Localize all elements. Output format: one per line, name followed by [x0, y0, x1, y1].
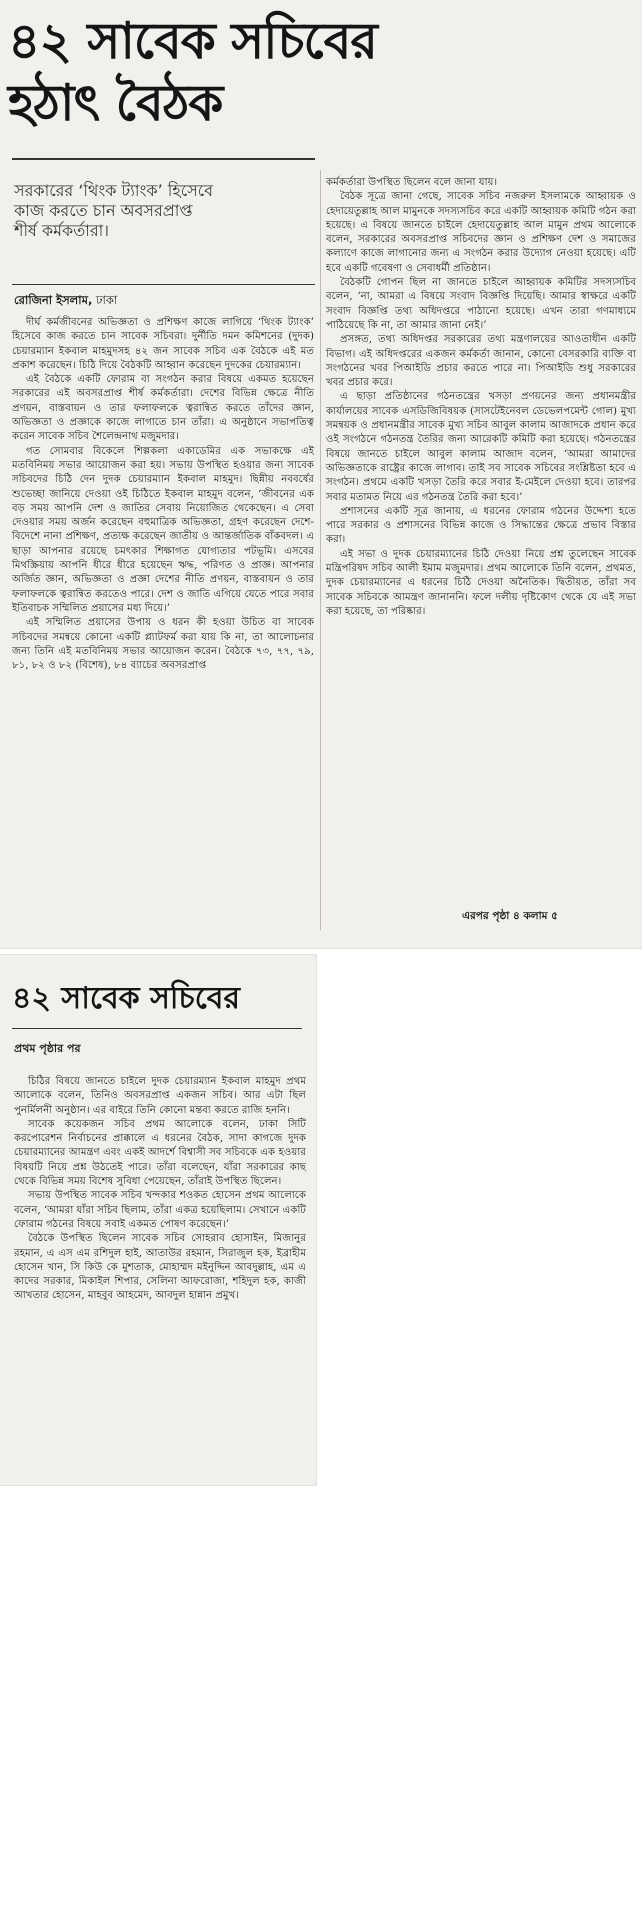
paragraph: বৈঠকে উপস্থিত ছিলেন সাবেক সচিব সোহরাব হোসাইন, মিজানুর রহমান, এ এস এম রশিদুল হাই, আতাউর রহমান, সিরাজুল হক, ইব্রাহীম হোসেন খান, সি কিউ কে মুশতাক, মোহাম্মদ মইনুদ্দিন আবদুল্লাহ, এম এ কাদের সরকার, মিকাইল শিপার, সেলিনা আফরোজা, শহিদুল হক, কাজী আখতার হোসেন, মাহবুব আহমেদ, আবদুল হান্নান প্রমুখ।: [14, 1233, 306, 1302]
subheadline: [14, 181, 294, 241]
paragraph: এই সভা ও দুদক চেয়ারম্যানের চিঠি দেওয়া নিয়ে প্রশ্ন তুলেছেন সাবেক মন্ত্রিপরিষদ সচিব আলী ইমাম মজুমদার। প্রথম আলোকে তিনি বলেন, প্রথমত, দুদক চেয়ারম্যানের এ ধরনের চিঠি দেওয়া অনৈতিক। দ্বিতীয়ত, তাঁরা সব সাবেক সচিবকে আমন্ত্রণ জানাননি। ফলে দলীয় দৃষ্টিকোণ থেকে যে এই সভা করা হয়েছে, তা পরিষ্কার।: [326, 548, 636, 617]
column-divider: [320, 170, 321, 930]
paragraph: প্রসঙ্গত, তথ্য অধিদপ্তর সরকারের তথ্য মন্ত্রণালয়ের আওতাধীন একটি বিভাগ। এই অধিদপ্তরের একজন কর্মকর্তা জানান, কোনো বেসরকারি ব্যক্তি বা সংগঠনের খবর পিআইডি প্রচার করতে পারে না। পিআইডি শুধু সরকারের খবর প্রচার করে।: [326, 334, 636, 389]
headline: [8, 10, 377, 134]
subhead-line-1: সরকারের ‘থিংক ট্যাংক’ হিসেবে: [14, 181, 214, 200]
paragraph: প্রশাসনের একটি সূত্র জানায়, এ ধরনের ফোরাম গঠনের উদ্দেশ্য হতে পারে সরকার ও প্রশাসনের বিভিন্ন কাজে ও সিদ্ধান্তের ক্ষেত্রে প্রভাব বিস্তার করা।: [326, 505, 636, 546]
paragraph: এই সম্মিলিত প্রয়াসের উপায় ও ধরন কী হওয়া উচিত বা সাবেক সচিবদের সমন্বয়ে কোনো একটি প্ল্যাটফর্ম করা যায় কি না, তা আলোচনার জন্য তিনি এই মতবিনিময় সভার আয়োজন করেন। বৈঠকে ৭৩, ৭৭, ৭৯, ৮১, ৮২ ও ৮২ (বিশেষ), ৮৪ ব্যাচের অবসরপ্রাপ্ত: [12, 617, 314, 672]
dateline: ঢাকা: [92, 293, 118, 307]
continuation-rule: [12, 1028, 302, 1029]
headline-line-2: হঠাৎ বৈঠক: [8, 74, 223, 132]
continued-from-label: প্রথম পৃষ্ঠার পর: [14, 1042, 81, 1055]
paragraph: চিঠির বিষয়ে জানতে চাইলে দুদক চেয়ারম্যান ইকবাল মাহমুদ প্রথম আলোকে বলেন, তিনিও অবসরপ্রাপ্ত একজন সচিব। আর এটা ছিল পুনর্মিলনী অনুষ্ঠান। এর বাইরে তিনি কোনো মন্তব্য করতে রাজি হননি।: [14, 1076, 306, 1116]
byline: [14, 292, 117, 311]
continuation-column: [14, 1075, 306, 1304]
byline-rule: [12, 284, 315, 285]
paragraph: দীর্ঘ কর্মজীবনের অভিজ্ঞতা ও প্রশিক্ষণ কাজে লাগিয়ে ‘থিংক ট্যাংক’ হিসেবে কাজ করতে চান সাবেক সচিবরা। দুর্নীতি দমন কমিশনের (দুদক) চেয়ারম্যান ইকবাল মাহমুদসহ ৪২ জন সাবেক সচিব এক বৈঠকে এই মত প্রকাশ করেছেন। চিঠি দিয়ে বৈঠকটি আহ্বান করেছেন দুদকের চেয়ারম্যান।: [12, 317, 314, 371]
paragraph: বৈঠকটি গোপন ছিল না জানতে চাইলে আহ্বায়ক কমিটির সদস্যসচিব বলেন, ‘না, আমরা এ বিষয়ে সংবাদ বিজ্ঞপ্তি দিয়েছি। আমার স্বাক্ষরে একটি সংবাদ বিজ্ঞপ্তি তথ্য অধিদপ্তরে পাঠানো হয়েছে। এখন তারা গণমাধ্যমে পাঠিয়েছে কি না, তা আমার জানা নেই।’: [326, 277, 636, 331]
paragraph: বৈঠক সূত্রে জানা গেছে, সাবেক সচিব নজরুল ইসলামকে আহ্বায়ক ও হেদায়েতুল্লাহ আল মামুনকে সদস্যসচিব করে একটি আহ্বায়ক কমিটি গঠন করা হয়েছে। এ বিষয়ে জানতে চাইলে হেদায়েতুল্লাহ আল মামুন প্রথম আলোকে বলেন, সরকারের অবসরপ্রাপ্ত সচিবদের জ্ঞান ও প্রশিক্ষণ দেশ ও সমাজের কল্যাণে কাজে লাগানোর জন্য এ সংগঠন করার উদ্যোগ নেওয়া হয়েছে। এটি হবে একটি গবেষণা ও সেবাধর্মী প্রতিষ্ঠান।: [326, 191, 636, 274]
article-column-2: [326, 176, 636, 619]
paragraph: এ ছাড়া প্রতিষ্ঠানের গঠনতন্ত্রের খসড়া প্রণয়নের জন্য প্রধানমন্ত্রীর কার্যালয়ের সাবেক এসডিজিবিষয়ক (সাসটেইনেবল ডেভেলপমেন্ট গোল) মুখ্য সমন্বয়ক ও প্রধানমন্ত্রীর সাবেক মুখ্য সচিব আবুল কালাম আজাদকে প্রধান করে ওই সংগঠনে গঠনতন্ত্র তৈরির জন্য আরেকটি কমিটি করা হয়েছে। গঠনতন্ত্রের বিষয়ে জানতে চাইলে আবুল কালাম আজাদ বলেন, ‘আমরা আমাদের অভিজ্ঞতাকে রাষ্ট্রের কাজে লাগাব। তাই সব সাবেক সচিবের সংশ্লিষ্টতা হবে এ সংগঠন। প্রথমে একটি খসড়া তৈরি করে সবার ই-মেইলে দেওয়া হবে। তারপর সবার মতামত নিয়ে এর গঠনতন্ত্র তৈরি করা হবে।’: [326, 391, 636, 503]
paragraph: কর্মকর্তারা উপস্থিত ছিলেন বলে জানা যায়।: [326, 177, 498, 188]
front-page-clipping: [0, 0, 642, 948]
jump-line: এরপর পৃষ্ঠা ৪ কলাম ৫: [462, 910, 558, 922]
reporter-name: রোজিনা ইসলাম,: [14, 293, 93, 307]
paragraph: এই বৈঠকে একটি ফোরাম বা সংগঠন করার বিষয়ে একমত হয়েছেন সরকারের এই অবসরপ্রাপ্ত শীর্ষ কর্মকর্তারা। দেশের বিভিন্ন ক্ষেত্রে নীতি প্রণয়ন, বাস্তবায়ন ও তার ফলাফলকে ত্বরান্বিত করতে তাঁদের জ্ঞান, অভিজ্ঞতা ও প্রজ্ঞাকে কাজে লাগাতে চান তাঁরা। এ অনুষ্ঠানে সভাপতিত্ব করেন সাবেক সচিব শৈলেন্দ্রনাথ মজুমদার।: [12, 374, 314, 443]
article-column-1: [12, 316, 314, 673]
paragraph: গত সোমবার বিকেলে শিল্পকলা একাডেমির এক সভাকক্ষে এই মতবিনিময় সভার আয়োজন করা হয়। সভায় উপস্থিত হওয়ার জন্য সাবেক সচিবদের চিঠি দেন দুদক চেয়ারম্যান ইকবাল মাহমুদ। ছিন্নীয় নববর্ষের শুভেচ্ছা জানিয়ে দেওয়া ওই চিঠিতে ইকবাল মাহমুদ বলেন, ‘জীবনের এক বড় সময় আপনি দেশ ও জাতির সেবায় নিয়োজিত থেকেছেন। এ সেবা দেওয়ার সময় অর্জন করেছেন বহুমাত্রিক অভিজ্ঞতা, গ্রহণ করেছেন দেশে-বিদেশে নানা প্রশিক্ষণ, প্রত্যক্ষ করেছেন জাতীয় ও আন্তর্জাতিক বাঁকবদল। এ ছাড়া আপনার রয়েছে চমৎকার শিক্ষাগত যোগ্যতার পটভূমি। এসবের মিথস্ক্রিয়ায় আপনি ধীরে ধীরে হয়েছেন ঋদ্ধ, পরিণত ও প্রাজ্ঞ। আপনার অর্জিত জ্ঞান, অভিজ্ঞতা ও প্রজ্ঞা দেশের নীতি প্রণয়ন, বাস্তবায়ন ও তার ফলাফলকে ত্বরান্বিত করতেও পারে। দেশ ও জাতি এগিয়ে যেতে পারে সবার ইতিবাচক সম্মিলিত প্রয়াসের মধ্য দিয়ে।’: [12, 445, 314, 614]
subhead-line-3: শীর্ষ কর্মকর্তারা।: [14, 221, 110, 240]
paragraph: সভায় উপস্থিত সাবেক সচিব খন্দকার শওকত হোসেন প্রথম আলোকে বলেন, ‘আমরা যাঁরা সচিব ছিলাম, তাঁরা একত্র হয়েছিলাম। সেখানে একটি ফোরাম গঠনের বিষয়ে সবাই একমত পোষণ করেছেন।’: [14, 1190, 306, 1230]
continuation-headline: ৪২ সাবেক সচিবের: [12, 981, 240, 1016]
subhead-line-2: কাজ করতে চান অবসরপ্রাপ্ত: [14, 201, 193, 220]
paragraph: সাবেক কয়েকজন সচিব প্রথম আলোকে বলেন, ঢাকা সিটি করপোরেশন নির্বাচনের প্রাক্কালে এ ধরনের বৈঠক, সাদা কাগজে দুদক চেয়ারম্যানের আমন্ত্রণ এবং একই আদর্শে বিশ্বাসী সব সচিবকে এক হওয়ার বিষয়টি নিয়ে প্রশ্ন উঠতেই পারে। তাঁরা বলেছেন, যাঁরা সরকারের কাছ থেকে বিভিন্ন সময় বিশেষ সুবিধা পেয়েছেন, তাঁরাই উপস্থিত ছিলেন।: [14, 1118, 306, 1188]
headline-line-1: ৪২ সাবেক সচিবের: [8, 12, 377, 70]
headline-rule: [12, 158, 315, 160]
